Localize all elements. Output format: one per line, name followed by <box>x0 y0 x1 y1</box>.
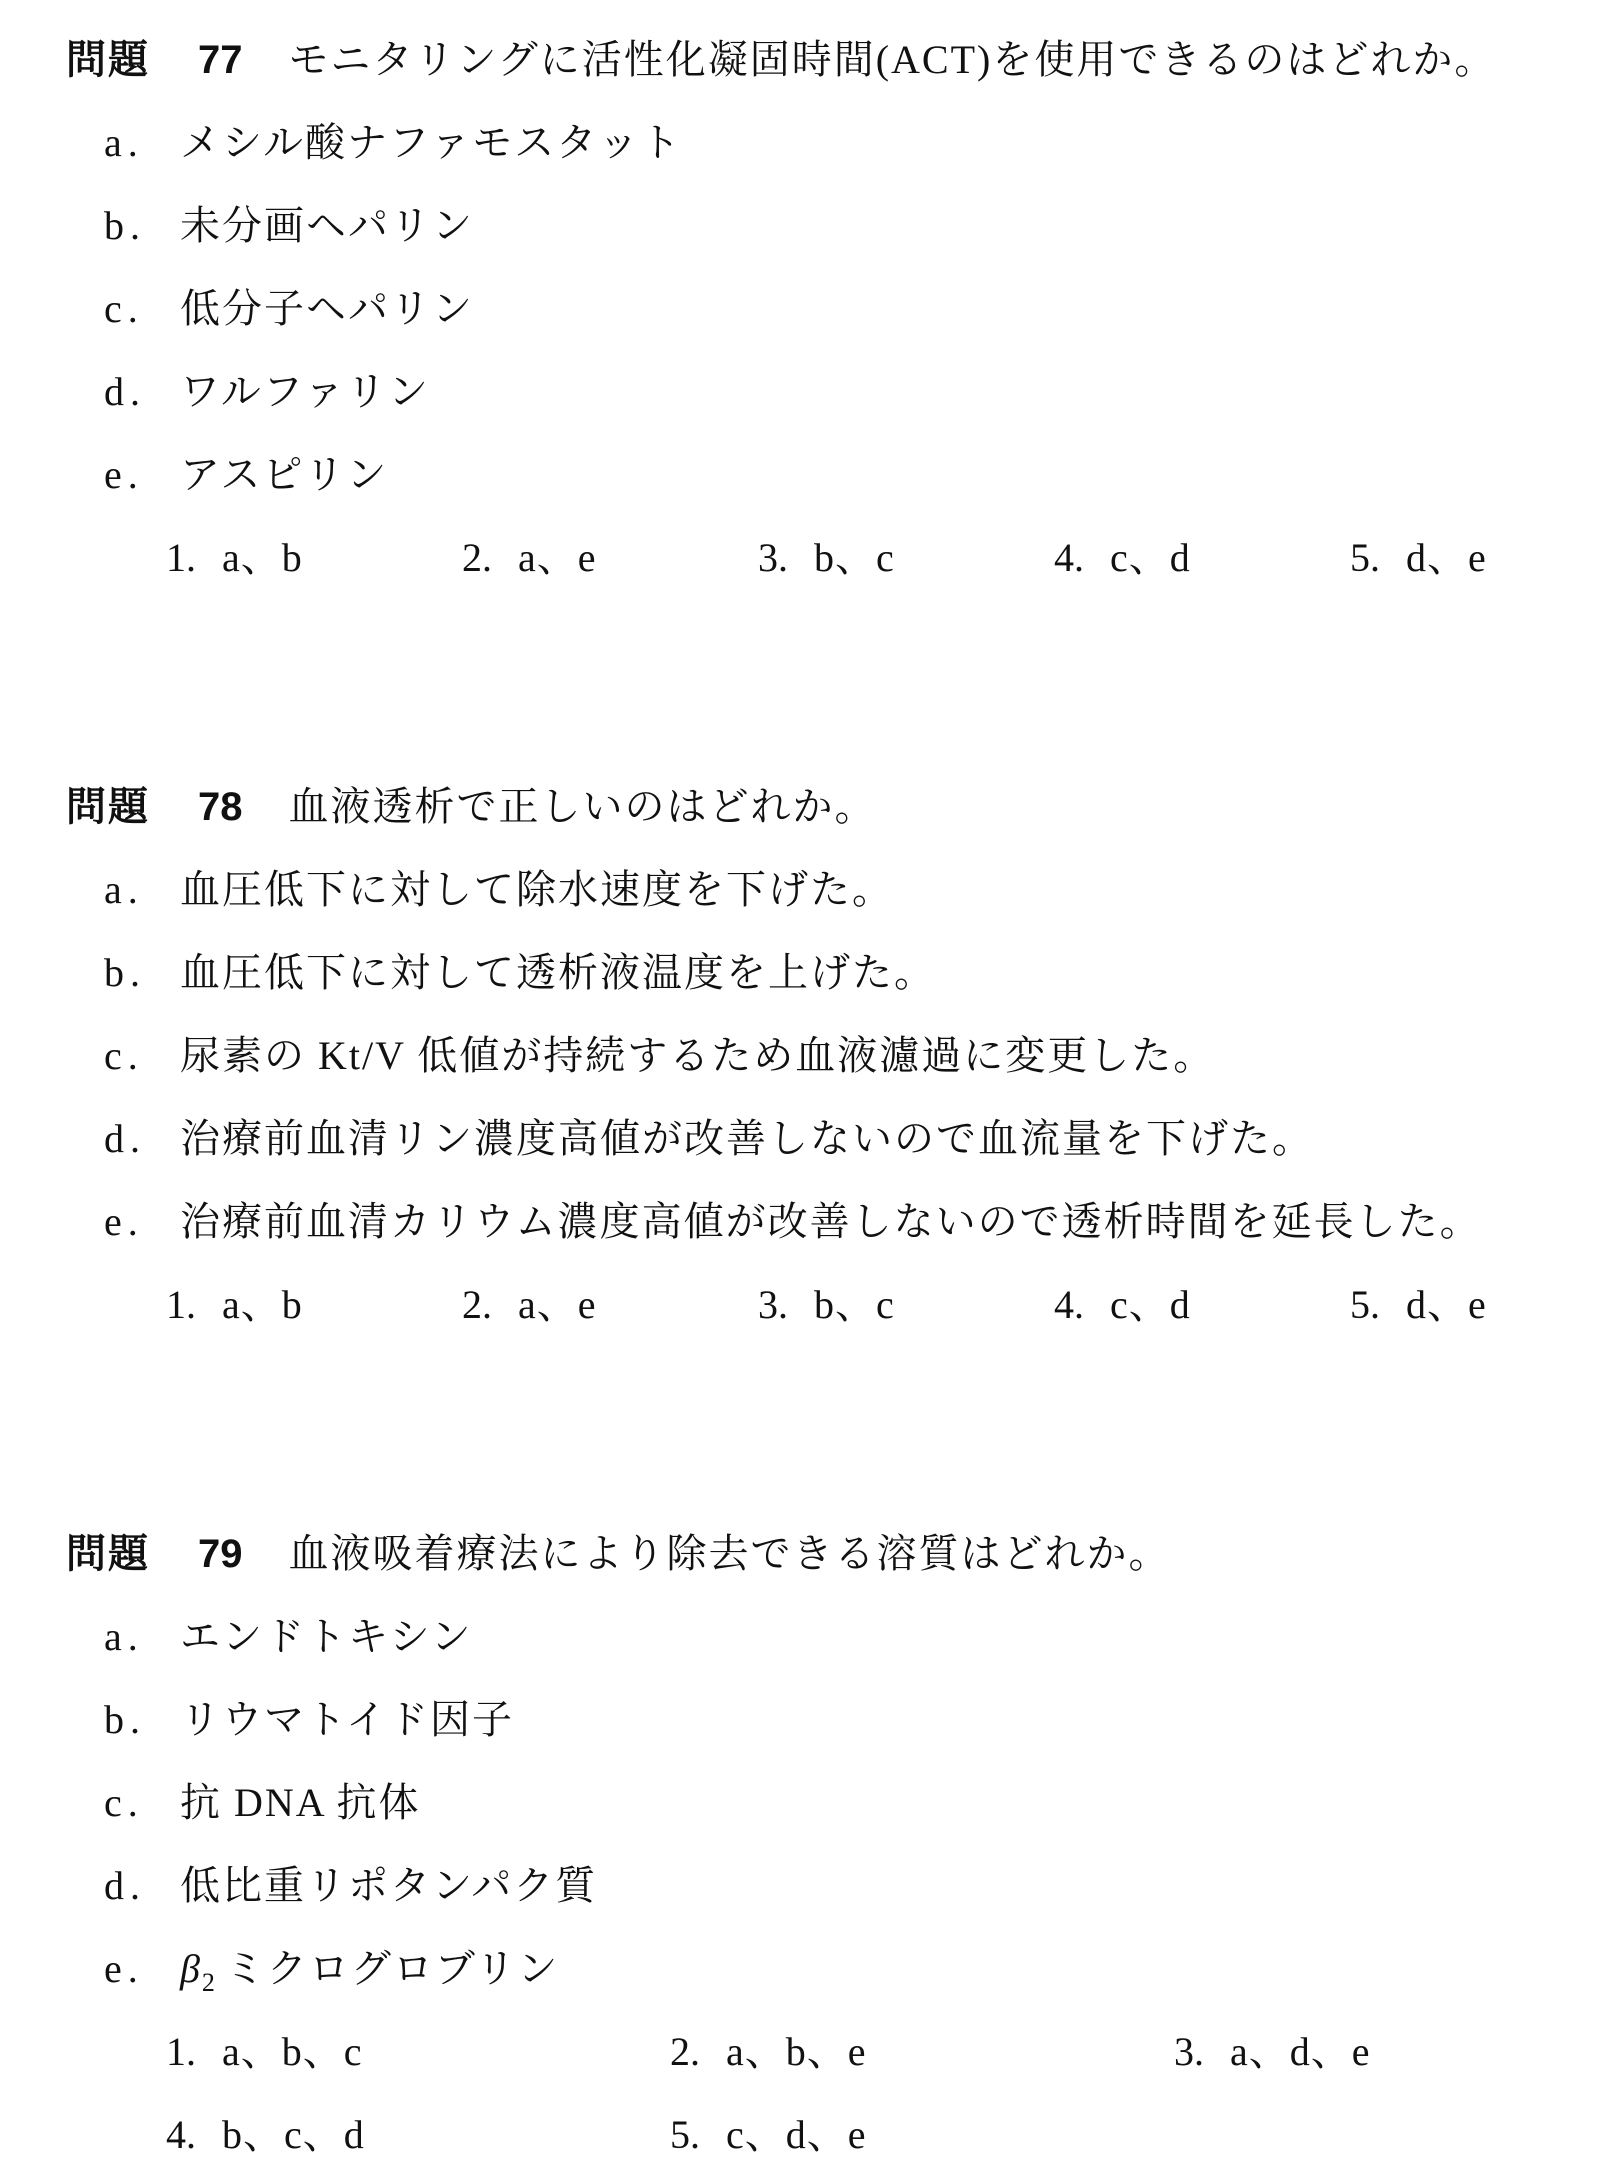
question-title: 血液透析で正しいのはどれか。 <box>288 784 877 829</box>
option-text: ワルファリン <box>180 369 430 414</box>
option-letter: a. <box>104 867 144 912</box>
question-title-row <box>0 765 1608 848</box>
question-label: 問題 <box>66 785 150 829</box>
option-text: リウマトイド因子 <box>180 1697 514 1742</box>
choice-text: a、b <box>222 535 303 580</box>
option-letter: a. <box>104 1614 144 1659</box>
question-number: 79 <box>198 1532 243 1576</box>
choice-item-2 <box>462 1263 758 1346</box>
question-label: 問題 <box>66 1532 150 1576</box>
choice-number: 3. <box>1174 2029 1204 2074</box>
option-text-rest: ミクログロブリン <box>224 1946 560 1991</box>
choice-row-2 <box>0 2093 1608 2176</box>
option-text: 尿素の Kt/V 低値が持続するため血液濾過に変更した。 <box>180 1033 1216 1078</box>
option-row-a <box>0 1595 1608 1678</box>
option-letter: d. <box>104 1116 146 1161</box>
option-letter: e. <box>104 452 144 497</box>
choice-text: b、c <box>814 1282 895 1327</box>
option-letter: e. <box>104 1946 144 1991</box>
option-row-d <box>0 350 1608 433</box>
choice-item-4 <box>1054 1263 1350 1346</box>
choice-number: 4. <box>1054 535 1084 580</box>
option-letter: a. <box>104 120 144 165</box>
choice-number: 1. <box>166 2029 196 2074</box>
option-row-a <box>0 848 1608 931</box>
option-row-e <box>0 1927 1608 2010</box>
choice-text: c、d、e <box>726 2112 867 2157</box>
option-row-e <box>0 1180 1608 1263</box>
choice-text: b、c <box>814 535 895 580</box>
question-block-79 <box>0 1512 1608 2176</box>
choice-number: 5. <box>670 2112 700 2157</box>
option-text: 血圧低下に対して除水速度を下げた。 <box>180 867 894 912</box>
option-row-b <box>0 931 1608 1014</box>
question-title-row <box>0 18 1608 101</box>
option-text: 血圧低下に対して透析液温度を上げた。 <box>180 950 936 995</box>
choice-number: 5. <box>1350 535 1380 580</box>
option-row-a <box>0 101 1608 184</box>
option-letter: d. <box>104 1863 146 1908</box>
option-text: 治療前血清リン濃度高値が改善しないので血流量を下げた。 <box>180 1116 1314 1161</box>
choice-item-4 <box>1054 516 1350 599</box>
option-row-c <box>0 267 1608 350</box>
option-row-b <box>0 1678 1608 1761</box>
question-number: 78 <box>198 785 243 829</box>
choice-row-1 <box>0 2010 1608 2093</box>
choice-row <box>0 1263 1608 1346</box>
choice-row <box>0 516 1608 599</box>
option-letter: e. <box>104 1199 144 1244</box>
choice-text: a、e <box>518 535 597 580</box>
choice-item-5 <box>1350 516 1487 599</box>
option-row-e <box>0 433 1608 516</box>
choice-number: 2. <box>462 1282 492 1327</box>
choice-item-4 <box>166 2093 670 2176</box>
choice-text: c、d <box>1110 1282 1191 1327</box>
option-letter: b. <box>104 203 146 248</box>
question-number: 77 <box>198 38 243 82</box>
choice-number: 3. <box>758 535 788 580</box>
option-row-c <box>0 1761 1608 1844</box>
option-letter: b. <box>104 950 146 995</box>
option-text: エンドトキシン <box>180 1614 473 1659</box>
question-title-row <box>0 1512 1608 1595</box>
option-text: 未分画ヘパリン <box>180 203 474 248</box>
question-block-78 <box>0 765 1608 1346</box>
choice-text: b、c、d <box>222 2112 365 2157</box>
choice-number: 2. <box>670 2029 700 2074</box>
choice-number: 1. <box>166 535 196 580</box>
choice-number: 4. <box>166 2112 196 2157</box>
choice-number: 4. <box>1054 1282 1084 1327</box>
question-title: モニタリングに活性化凝固時間(ACT)を使用できるのはどれか。 <box>288 37 1497 82</box>
option-row-d <box>0 1097 1608 1180</box>
option-text: 低分子ヘパリン <box>180 286 474 331</box>
choice-item-1 <box>166 516 462 599</box>
beta-subscript: 2 <box>201 1968 217 1997</box>
choice-text: c、d <box>1110 535 1191 580</box>
choice-item-1 <box>166 1263 462 1346</box>
choice-number: 3. <box>758 1282 788 1327</box>
choice-number: 1. <box>166 1282 196 1327</box>
option-letter: b. <box>104 1697 146 1742</box>
question-label: 問題 <box>66 38 150 82</box>
choice-text: a、b <box>222 1282 303 1327</box>
option-text: 治療前血清カリウム濃度高値が改善しないので透析時間を延長した。 <box>180 1199 1482 1244</box>
question-title: 血液吸着療法により除去できる溶質はどれか。 <box>288 1531 1171 1576</box>
question-block-77 <box>0 18 1608 599</box>
option-text: 抗 DNA 抗体 <box>180 1780 421 1825</box>
option-text <box>180 1946 560 1997</box>
choice-text: a、e <box>518 1282 597 1327</box>
choice-item-2 <box>462 516 758 599</box>
choice-number: 5. <box>1350 1282 1380 1327</box>
choice-text: d、e <box>1406 535 1487 580</box>
choice-item-3 <box>758 1263 1054 1346</box>
choice-item-3 <box>1174 2010 1371 2093</box>
option-row-b <box>0 184 1608 267</box>
option-text: 低比重リポタンパク質 <box>180 1863 598 1908</box>
option-letter: c. <box>104 1033 144 1078</box>
beta-symbol: β <box>180 1946 202 1991</box>
option-row-c <box>0 1014 1608 1097</box>
choice-text: a、b、e <box>726 2029 867 2074</box>
option-text: メシル酸ナファモスタット <box>180 120 683 165</box>
option-letter: d. <box>104 369 146 414</box>
choice-text: a、d、e <box>1230 2029 1371 2074</box>
choice-item-2 <box>670 2010 1174 2093</box>
choice-number: 2. <box>462 535 492 580</box>
choice-item-5 <box>670 2093 867 2176</box>
option-letter: c. <box>104 1780 144 1825</box>
choice-text: d、e <box>1406 1282 1487 1327</box>
option-text: アスピリン <box>180 452 389 497</box>
choice-item-3 <box>758 516 1054 599</box>
option-letter: c. <box>104 286 144 331</box>
option-row-d <box>0 1844 1608 1927</box>
choice-item-5 <box>1350 1263 1487 1346</box>
choice-item-1 <box>166 2010 670 2093</box>
choice-text: a、b、c <box>222 2029 363 2074</box>
